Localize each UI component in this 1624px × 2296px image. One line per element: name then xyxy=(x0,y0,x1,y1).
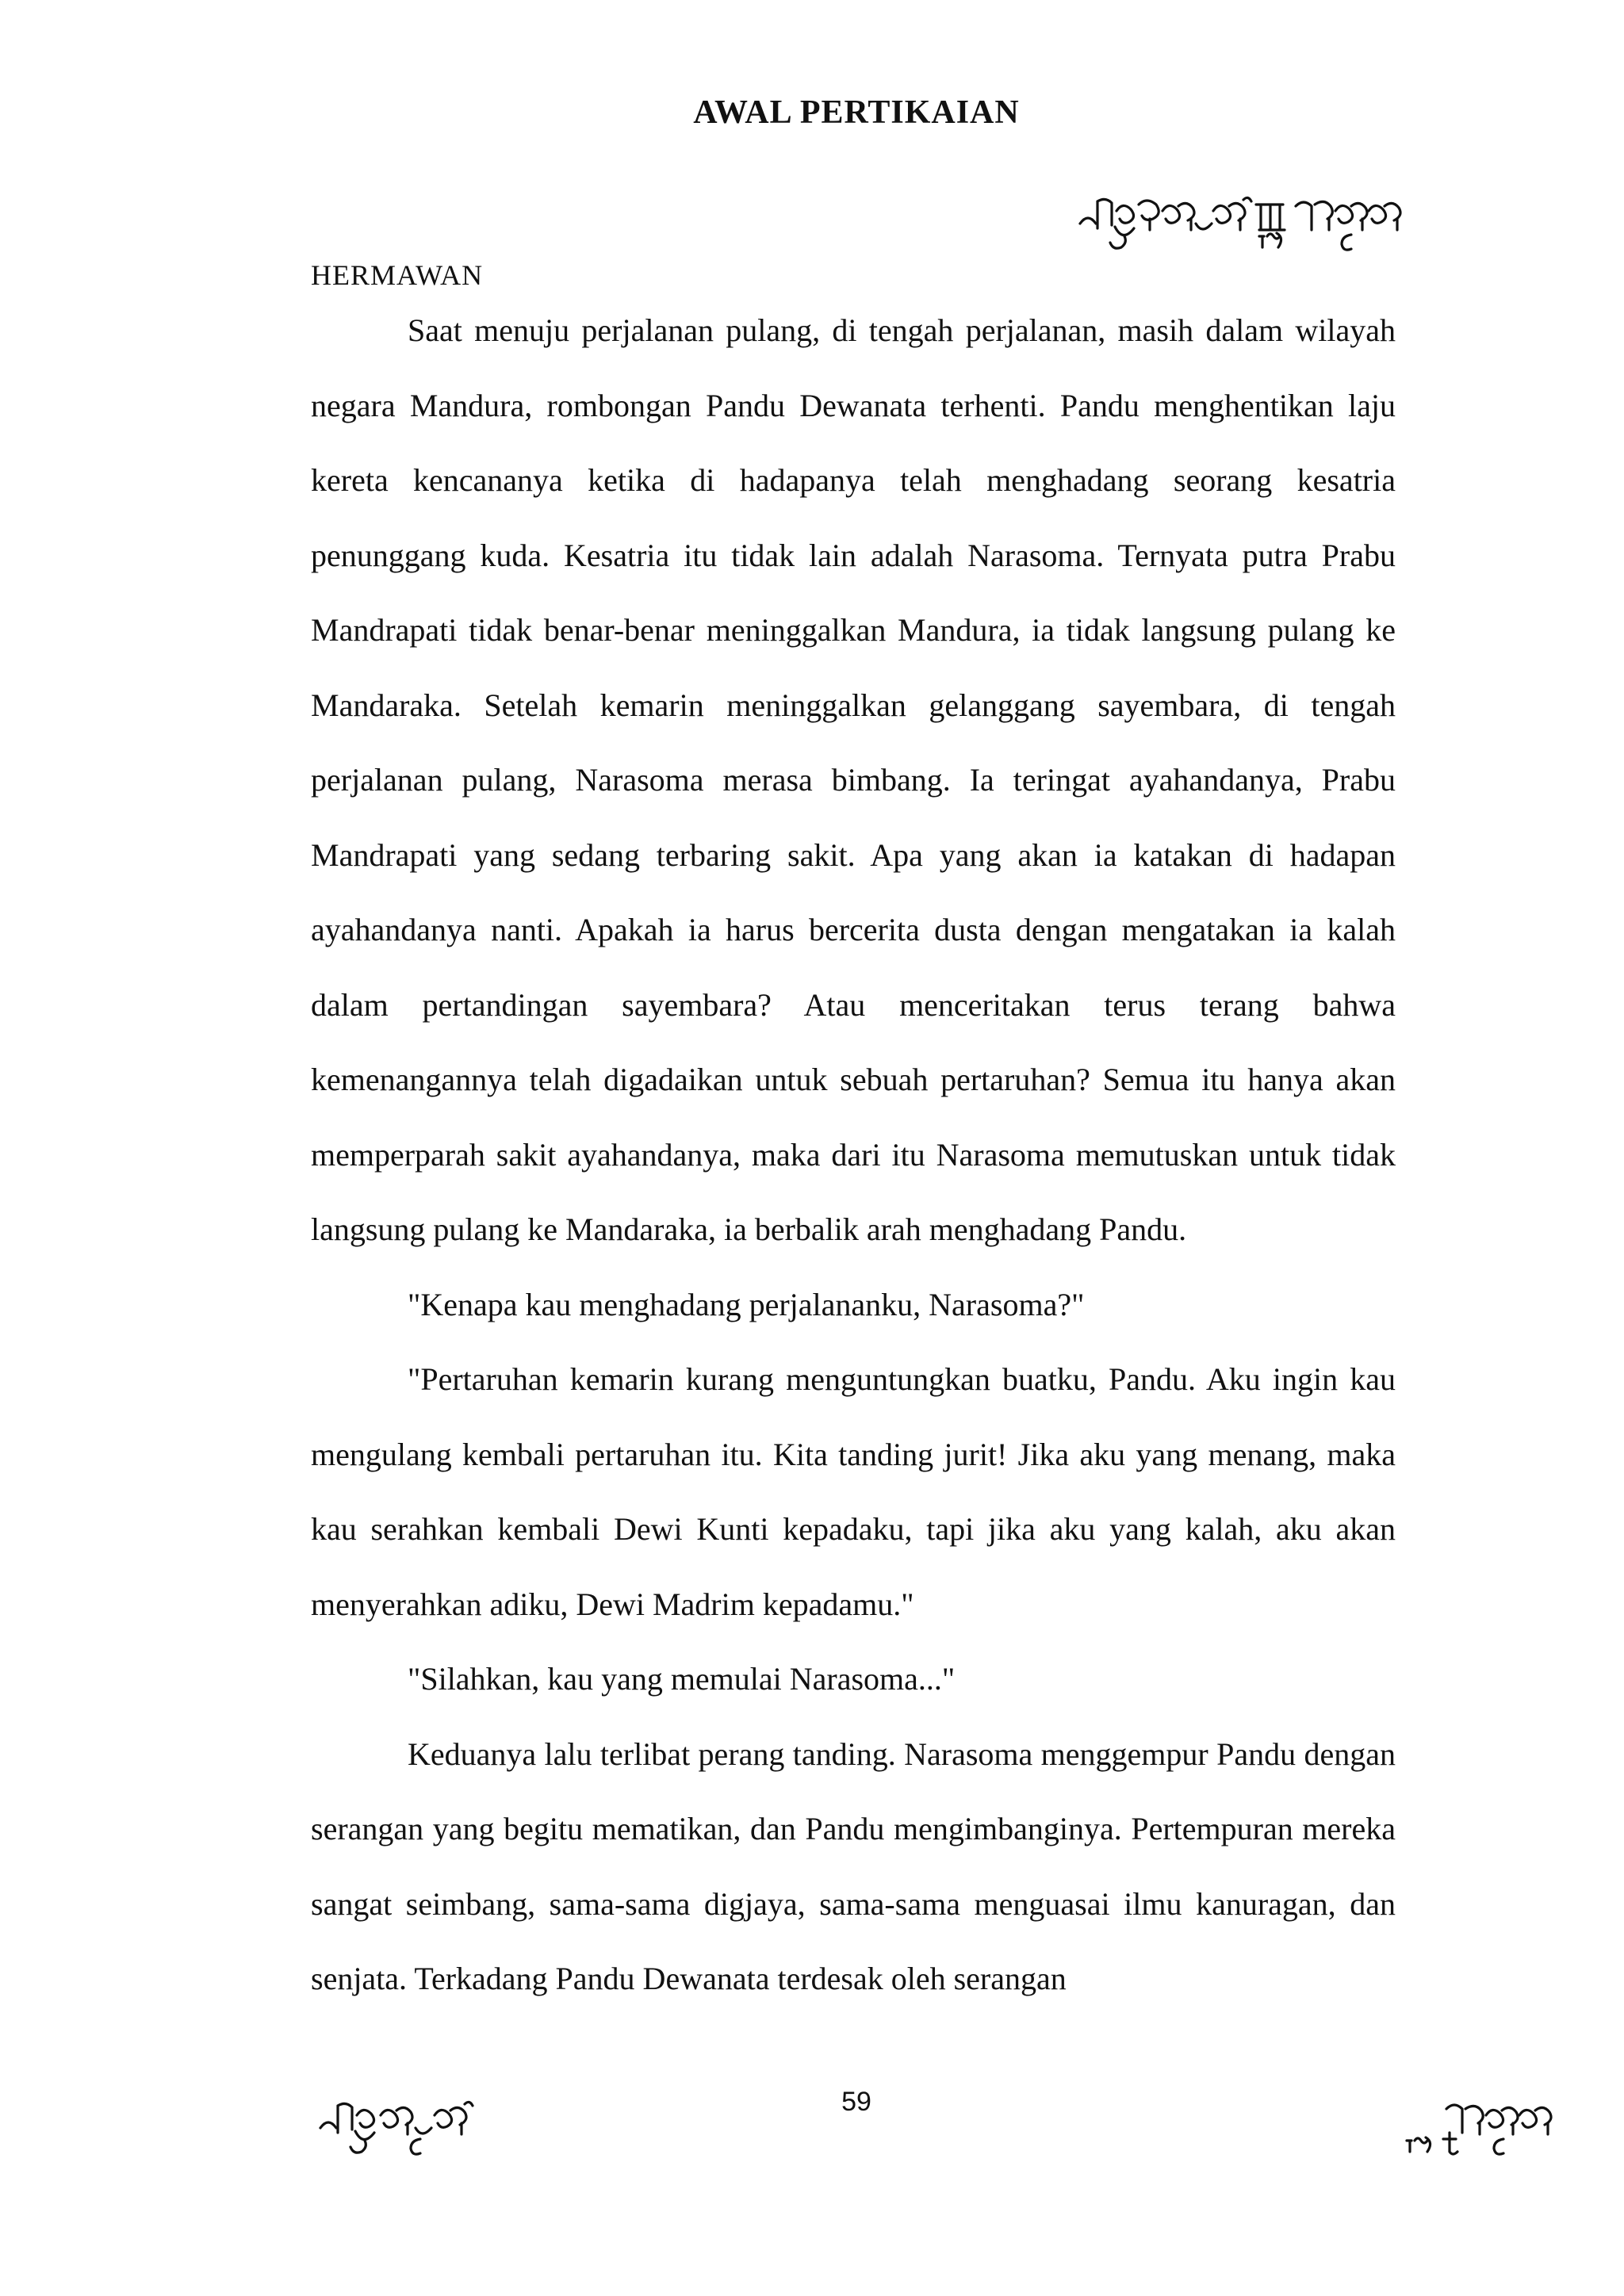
javanese-script-right-icon xyxy=(1402,2093,1568,2161)
page-title: AWAL PERTIKAIAN xyxy=(693,94,1020,131)
paragraph: "Pertaruhan kemarin kurang menguntungkan buatku, Pandu. Aku ingin kau mengulang kembali pertaruhan itu. Kita tanding jurit! Jika aku yang menang, maka kau serahkan kembali Dewi Kunti kepadaku, tapi jika aku yang kalah, aku akan menyerahkan adiku, Dewi Madrim kepadamu." xyxy=(311,1361,1396,1622)
body-text xyxy=(311,293,1396,2017)
paragraph: Saat menuju perjalanan pulang, di tengah perjalanan, masih dalam wilayah negara Mandura, rombongan Pandu Dewanata terhenti. Pandu menghentikan laju kereta kencananya ketika di hadapanya telah menghadang seorang kesatria penunggang kuda. Kesatria itu tidak lain adalah Narasoma. Ternyata putra Prabu Mandrapati tidak benar-benar meninggalkan Mandura, ia tidak langsung pulang ke Mandaraka. Setelah kemarin meninggalkan gelanggang sayembara, di tengah perjalanan pulang, Narasoma merasa bimbang. Ia teringat ayahandanya, Prabu Mandrapati yang sedang terbaring sakit. Apa yang akan ia katakan di hadapan ayahandanya nanti. Apakah ia harus bercerita dusta dengan mengatakan ia kalah dalam pertandingan sayembara? Atau menceritakan terus terang bahwa kemenangannya telah digadaikan untuk sebuah pertaruhan? Semua itu hanya akan memperparah sakit ayahandanya, maka dari itu Narasoma memutuskan untuk tidak langsung pulang ke Mandaraka, ia berbalik arah menghadang Pandu. xyxy=(311,312,1396,1247)
paragraph: "Silahkan, kau yang memulai Narasoma..." xyxy=(408,1661,956,1697)
page-number: 59 xyxy=(841,2087,871,2117)
paragraph: Keduanya lalu terlibat perang tanding. Narasoma menggempur Pandu dengan serangan yang begitu mematikan, dan Pandu mengimbanginya. Pertempuran mereka sangat seimbang, sama-sama digjaya, sama-sama menguasai ilmu kanuragan, dan senjata. Terkadang Pandu Dewanata terdesak oleh serangan xyxy=(311,1735,1396,1996)
javanese-script-logo-icon xyxy=(1077,189,1410,254)
javanese-script-left-icon xyxy=(317,2093,492,2161)
paragraph: "Kenapa kau menghadang perjalananku, Narasoma?" xyxy=(408,1286,1085,1322)
author-name: HERMAWAN xyxy=(311,259,484,291)
